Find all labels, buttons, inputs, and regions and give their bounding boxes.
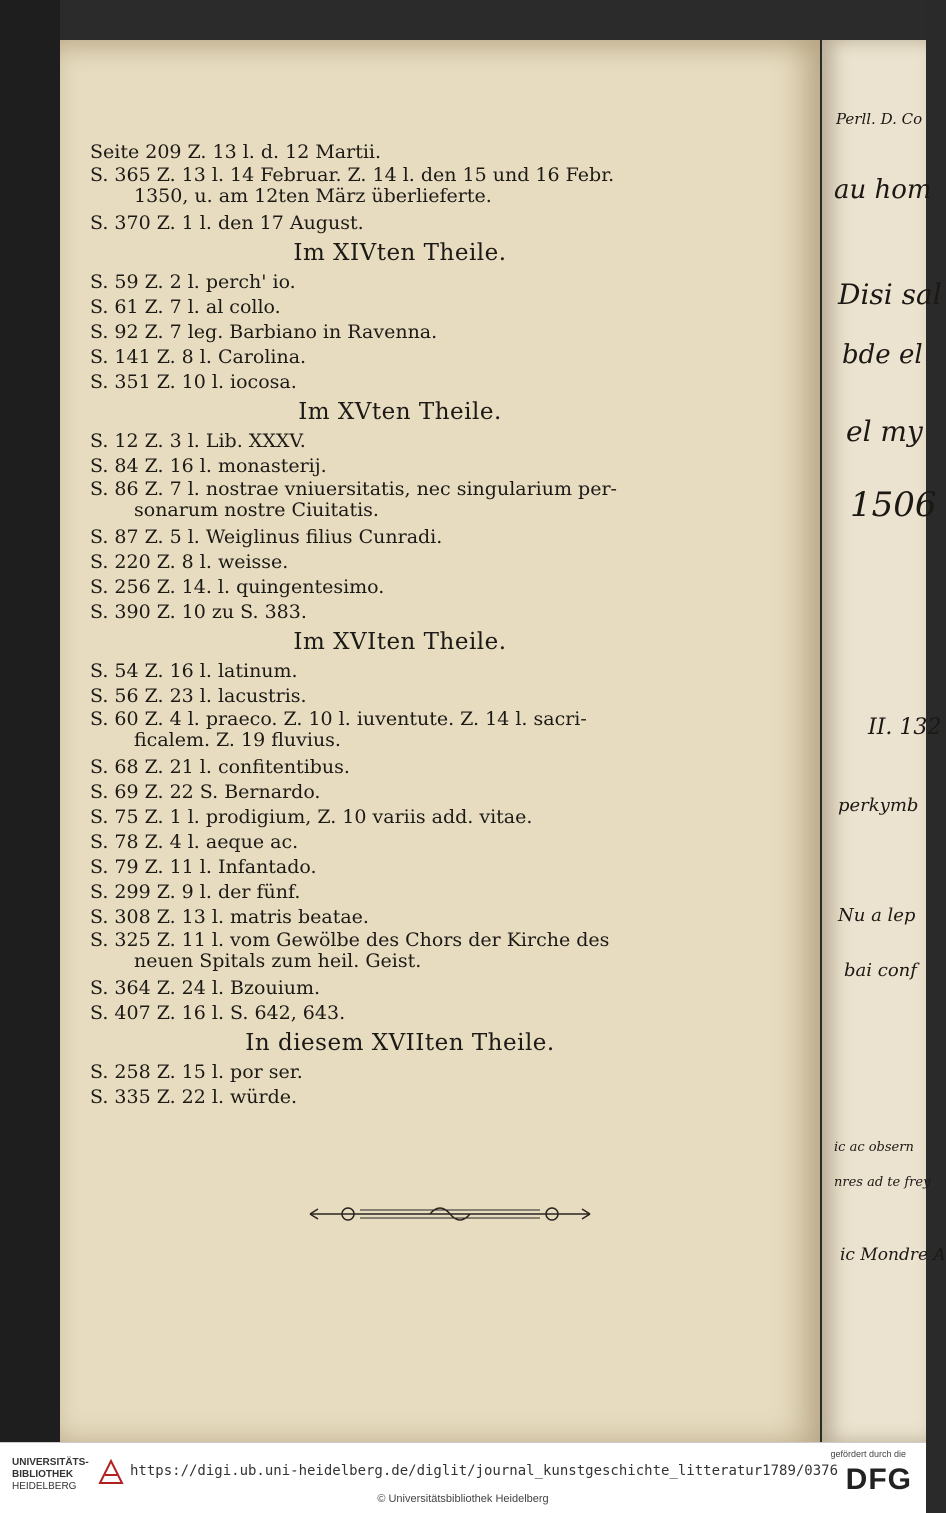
errata-entry: S. 92 Z. 7 leg. Barbiano in Ravenna. [90, 321, 438, 343]
errata-entry: S. 407 Z. 16 l. S. 642, 643. [90, 1002, 346, 1024]
errata-entry: S. 141 Z. 8 l. Carolina. [90, 346, 307, 368]
left-dark-strip [0, 0, 60, 1442]
handwritten-note: 1506 [850, 485, 937, 525]
top-entries [90, 140, 710, 236]
funded-by-text: gefördert durch die [830, 1449, 906, 1459]
errata-entry: S. 75 Z. 1 l. prodigium, Z. 10 variis add. vitae. [90, 806, 533, 828]
handwritten-note: bde el [842, 340, 923, 370]
errata-entry: S. 365 Z. 13 l. 14 Februar. Z. 14 l. den 15 und 16 Febr. 1350, u. am 12ten März überlieferte. [90, 164, 615, 207]
errata-entry: S. 351 Z. 10 l. iocosa. [90, 371, 297, 393]
errata-entry: S. 78 Z. 4 l. aeque ac. [90, 831, 299, 853]
handwritten-note: bai conf [844, 960, 917, 981]
errata-entry: S. 56 Z. 23 l. lacustris. [90, 685, 307, 707]
section-heading-17: In diesem XVIIten Theile. [245, 1030, 555, 1056]
copyright-text: © Universitätsbibliothek Heidelberg [377, 1493, 549, 1505]
library-emblem-icon[interactable] [96, 1457, 126, 1487]
errata-entry: S. 59 Z. 2 l. perch' io. [90, 271, 296, 293]
page-url-link[interactable]: https://digi.ub.uni-heidelberg.de/diglit/journal_kunstgeschichte_litteratur1789/0376 [130, 1463, 839, 1479]
handwritten-note: ic Mondre A [840, 1245, 946, 1265]
errata-entry: S. 60 Z. 4 l. praeco. Z. 10 l. iuventute. Z. 14 l. sacri- ficalem. Z. 19 fluvius. [90, 708, 587, 751]
errata-entry: S. 308 Z. 13 l. matris beatae. [90, 906, 369, 928]
errata-entry: S. 68 Z. 21 l. confitentibus. [90, 756, 350, 778]
section-16-entries [90, 659, 710, 1026]
footer-bar [0, 1442, 926, 1513]
handwritten-note: au hom [834, 175, 932, 205]
errata-entry: S. 54 Z. 16 l. latinum. [90, 660, 298, 682]
section-14-entries [90, 270, 710, 395]
errata-entry: S. 87 Z. 5 l. Weiglinus filius Cunradi. [90, 526, 443, 548]
section-heading-16: Im XVIten Theile. [293, 629, 507, 655]
section-heading-15: Im XVten Theile. [298, 399, 502, 425]
errata-entry: S. 325 Z. 11 l. vom Gewölbe des Chors der Kirche des neuen Spitals zum heil. Geist. [90, 929, 610, 972]
section-17-entries [90, 1060, 710, 1110]
errata-entry: S. 84 Z. 16 l. monasterij. [90, 455, 327, 477]
errata-entry: S. 86 Z. 7 l. nostrae vniuersitatis, nec singularium per- sonarum nostre Ciuitatis. [90, 478, 617, 521]
handwritten-note: el my [846, 415, 923, 448]
errata-entry: S. 256 Z. 14. l. quingentesimo. [90, 576, 385, 598]
handwritten-note: II. 132 [868, 715, 942, 740]
handwritten-note: Disi sal [838, 278, 942, 311]
errata-entry: S. 390 Z. 10 zu S. 383. [90, 601, 307, 623]
errata-entry: S. 258 Z. 15 l. por ser. [90, 1061, 303, 1083]
section-15-entries [90, 429, 710, 625]
errata-entry: S. 364 Z. 24 l. Bzouium. [90, 977, 321, 999]
handwritten-note: ic ac obsern [834, 1140, 914, 1155]
errata-entry: S. 61 Z. 7 l. al collo. [90, 296, 281, 318]
section-heading-14: Im XIVten Theile. [293, 240, 507, 266]
errata-list [90, 140, 710, 1110]
errata-entry: S. 335 Z. 22 l. würde. [90, 1086, 298, 1108]
handwritten-notes [828, 60, 946, 1440]
handwritten-note: Nu a lep [838, 905, 916, 926]
errata-entry: Seite 209 Z. 13 l. d. 12 Martii. [90, 141, 382, 163]
ornament-divider [300, 1200, 600, 1228]
library-logo: UNIVERSITÄTS- BIBLIOTHEK HEIDELBERG [12, 1457, 89, 1492]
errata-entry: S. 220 Z. 8 l. weisse. [90, 551, 289, 573]
handwritten-note: perkymb [838, 795, 919, 816]
errata-entry: S. 12 Z. 3 l. Lib. XXXV. [90, 430, 306, 452]
handwritten-note: nres ad te frey [834, 1175, 931, 1190]
errata-entry: S. 299 Z. 9 l. der fünf. [90, 881, 301, 903]
errata-entry: S. 69 Z. 22 S. Bernardo. [90, 781, 321, 803]
errata-entry: S. 79 Z. 11 l. Infantado. [90, 856, 317, 878]
dfg-logo[interactable]: DFG [845, 1463, 912, 1496]
errata-entry: S. 370 Z. 1 l. den 17 August. [90, 212, 364, 234]
handwritten-note: Perll. D. Co [836, 110, 923, 128]
